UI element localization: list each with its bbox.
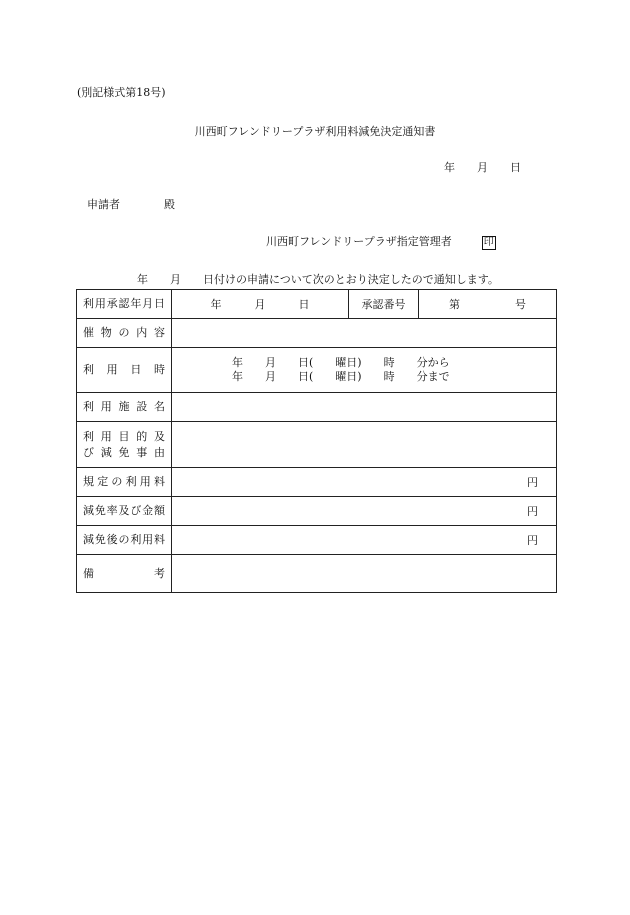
decision-table: [76, 289, 557, 593]
form-number: (別記様式第18号): [77, 86, 166, 99]
datetime-label: 利用日時: [77, 348, 172, 393]
table-row: [77, 348, 557, 393]
purpose-label-line2: び減免事由: [83, 445, 165, 459]
after-fee-label: 減免後の利用料: [77, 526, 172, 555]
applicant-line: 申請者 殿: [87, 198, 175, 211]
event-value: [172, 319, 557, 348]
table-row: [77, 526, 557, 555]
table-row: [77, 290, 557, 319]
table-row: [77, 497, 557, 526]
issue-date: 年 月 日: [444, 161, 521, 174]
remarks-value: [172, 555, 557, 593]
purpose-label-line1: 利用目的及: [83, 429, 165, 443]
datetime-from: 年 月 日( 曜日) 時 分から: [232, 356, 450, 369]
approval-number-value: 第 号: [419, 290, 557, 319]
manager-name: 川西町フレンドリープラザ指定管理者: [266, 235, 452, 248]
fee-unit: 円: [172, 468, 557, 497]
purpose-value: [172, 422, 557, 468]
approval-date-label: 利用承認年月日: [77, 290, 172, 319]
after-fee-unit: 円: [172, 526, 557, 555]
table-row: [77, 468, 557, 497]
facility-label: 利用施設名: [77, 393, 172, 422]
table-row: [77, 319, 557, 348]
manager-line: [266, 235, 496, 250]
event-label: 催物の内容: [77, 319, 172, 348]
table-row: [77, 393, 557, 422]
notice-text: 年 月 日付けの申請について次のとおり決定したので通知します。: [137, 273, 499, 286]
facility-value: [172, 393, 557, 422]
rate-unit: 円: [172, 497, 557, 526]
datetime-to: 年 月 日( 曜日) 時 分まで: [232, 370, 450, 383]
table-row: [77, 555, 557, 593]
approval-date-value: 年 月 日: [172, 290, 349, 319]
document-title: 川西町フレンドリープラザ利用料減免決定通知書: [194, 125, 436, 138]
fee-label: 規定の利用料: [77, 468, 172, 497]
approval-number-label: 承認番号: [349, 290, 419, 319]
rate-label: 減免率及び金額: [77, 497, 172, 526]
purpose-label: [77, 422, 172, 468]
datetime-value: [172, 348, 557, 393]
table-row: [77, 422, 557, 468]
seal-mark: 印: [483, 237, 494, 248]
remarks-label: 備考: [77, 555, 172, 593]
